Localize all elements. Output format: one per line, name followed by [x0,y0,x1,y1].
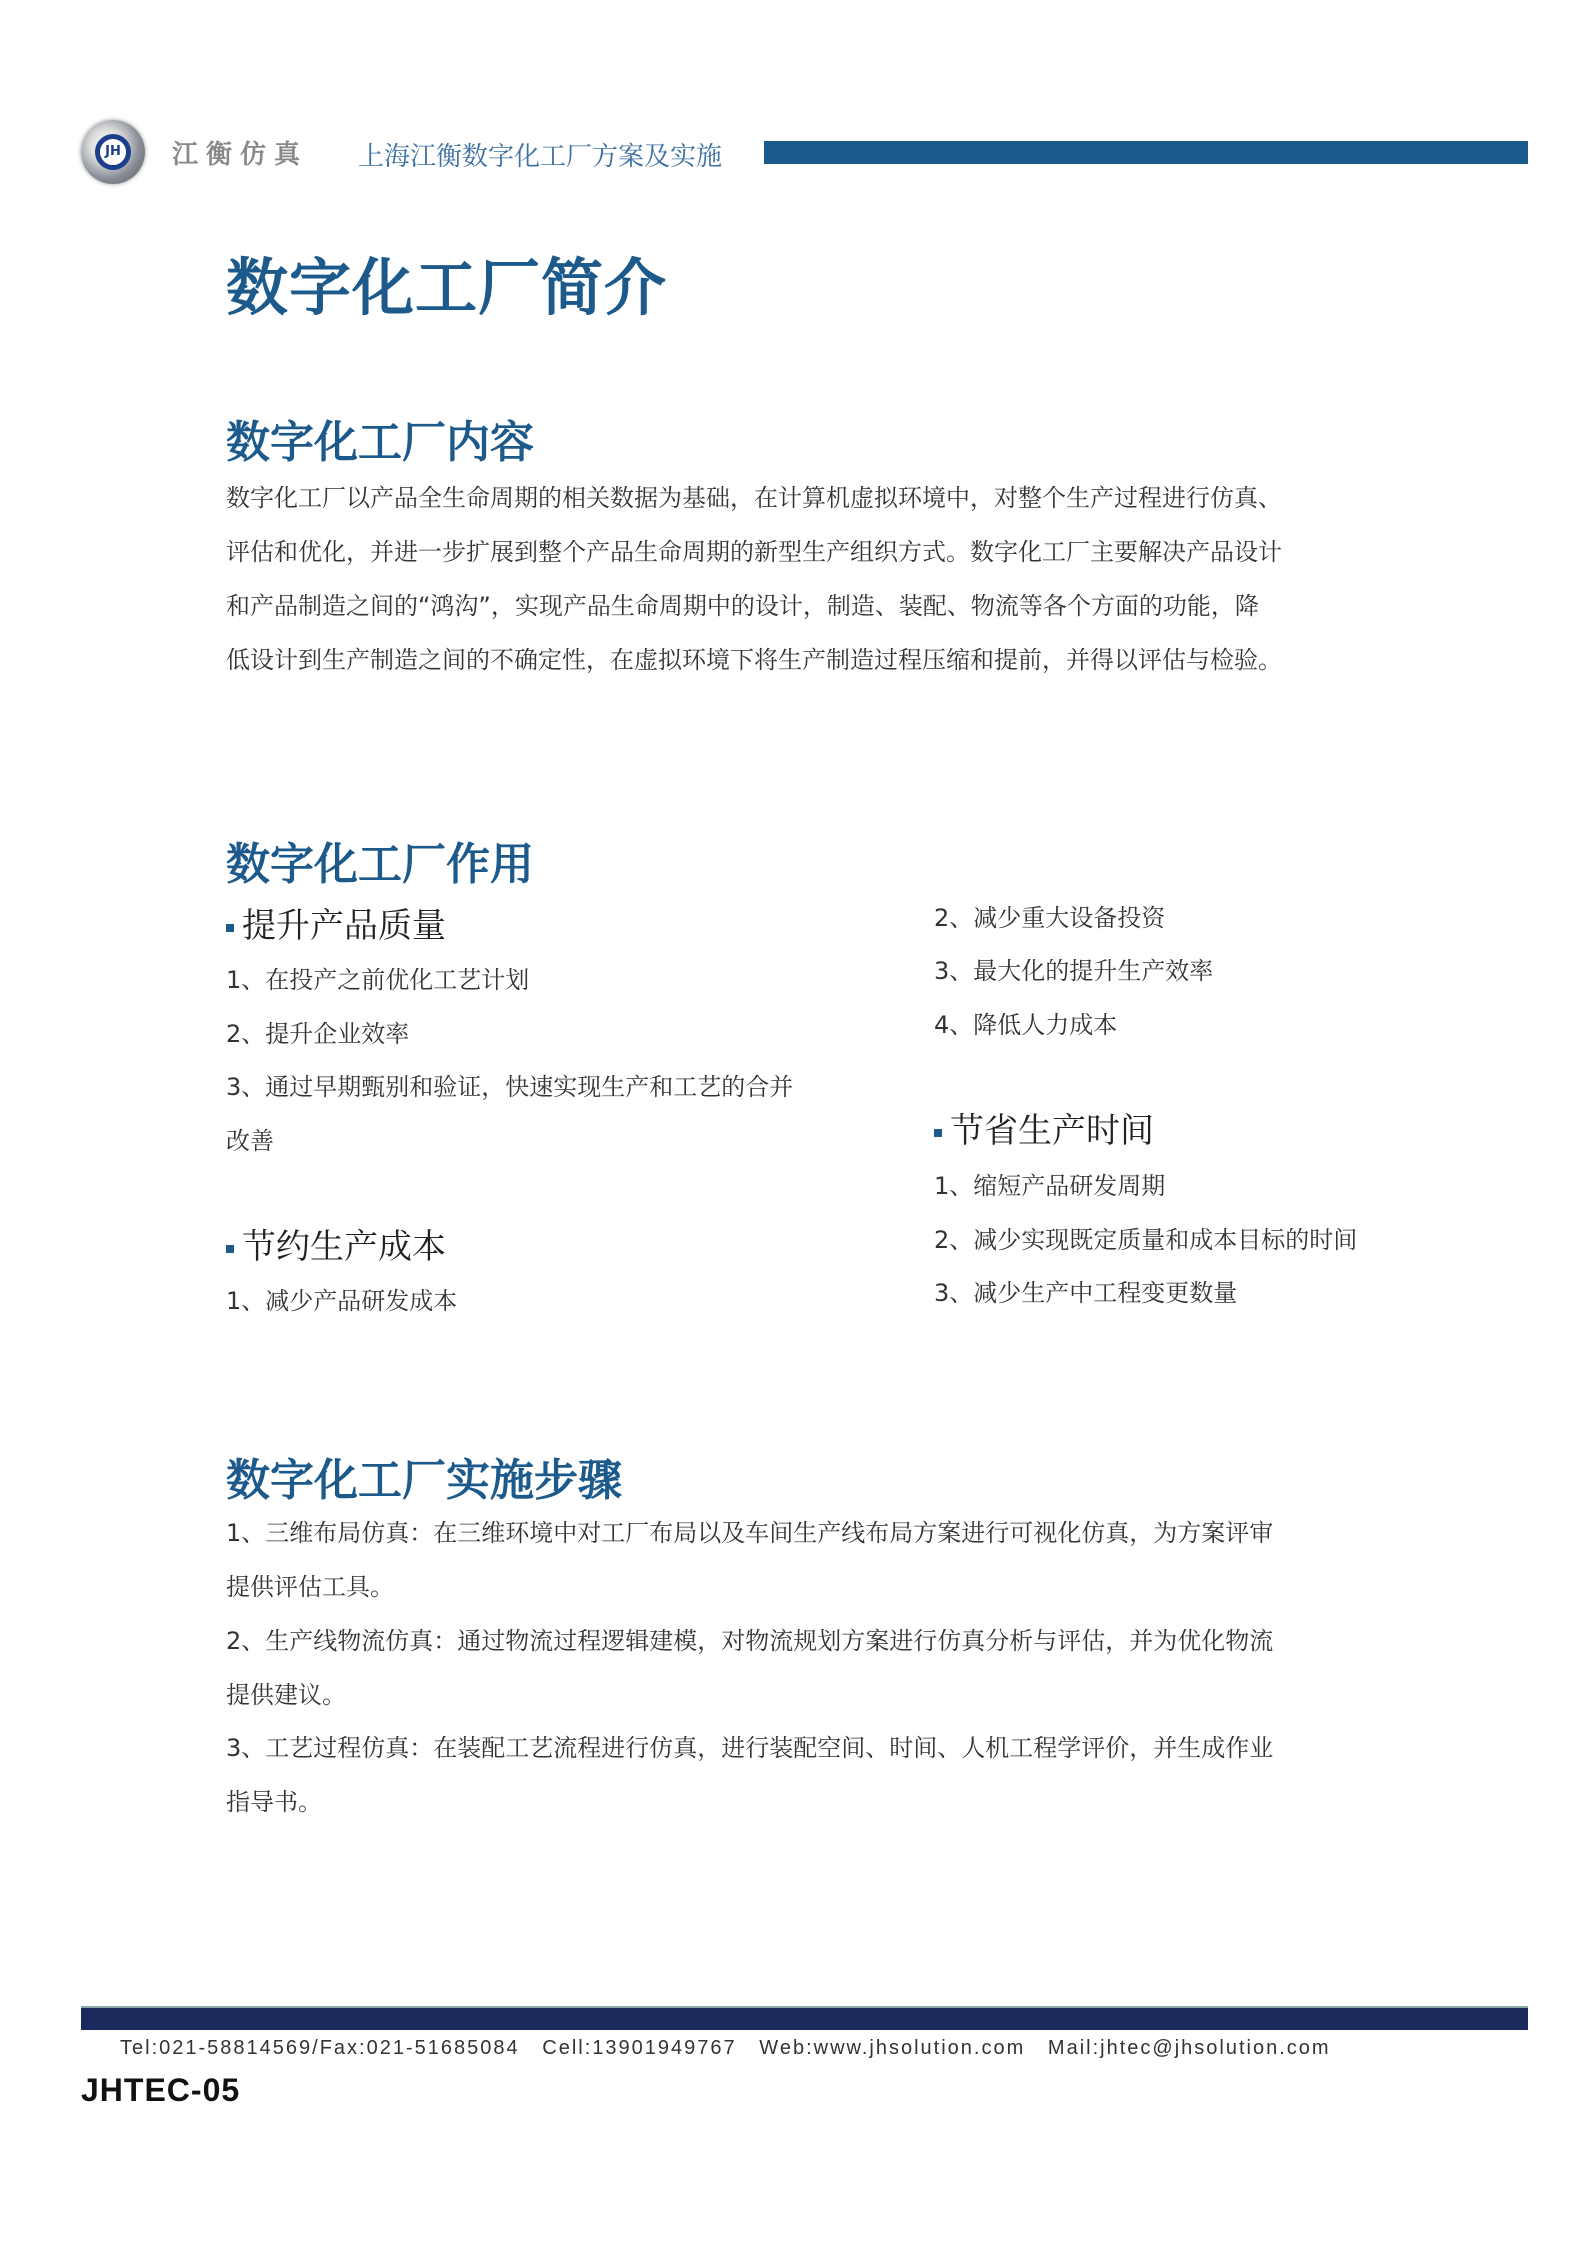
subheading-cost [226,1219,446,1268]
section-heading-content: 数字化工厂内容 [226,417,534,468]
step-line: 提供建议。 [226,1681,346,1709]
bullet-square-icon [226,924,234,932]
list-item: 2、减少重大设备投资 [934,904,1166,932]
list-item: 3、最大化的提升生产效率 [934,957,1214,985]
step-line: 提供评估工具。 [226,1573,394,1601]
paragraph-line: 评估和优化，并进一步扩展到整个产品生命周期的新型生产组织方式。数字化工厂主要解决产品设计 [226,538,1282,566]
list-item: 4、降低人力成本 [934,1011,1118,1039]
bullet-square-icon [934,1129,942,1137]
header-subtitle: 上海江衡数字化工厂方案及实施 [358,142,723,172]
step-line: 指导书。 [226,1788,322,1816]
list-item: 改善 [226,1127,274,1155]
section-heading-steps: 数字化工厂实施步骤 [226,1455,622,1506]
company-logo [81,120,145,184]
list-item: 2、减少实现既定质量和成本目标的时间 [934,1226,1358,1254]
list-item: 3、减少生产中工程变更数量 [934,1279,1238,1307]
step-line: 2、生产线物流仿真：通过物流过程逻辑建模，对物流规划方案进行仿真分析与评估，并为优化物流 [226,1627,1274,1655]
document-code: JHTEC-05 [81,2072,241,2108]
list-item: 1、在投产之前优化工艺计划 [226,966,530,994]
footer-bar [81,2006,1528,2030]
step-line: 1、三维布局仿真：在三维环境中对工厂布局以及车间生产线布局方案进行可视化仿真，为方案评审 [226,1519,1274,1547]
list-item: 2、提升企业效率 [226,1020,410,1048]
brand-name: 江衡仿真 [172,140,309,170]
page-title: 数字化工厂简介 [226,251,668,324]
paragraph-line: 数字化工厂以产品全生命周期的相关数据为基础，在计算机虚拟环境中，对整个生产过程进行仿真、 [226,484,1282,512]
list-item: 1、减少产品研发成本 [226,1287,458,1315]
section-heading-role: 数字化工厂作用 [226,839,534,890]
step-line: 3、工艺过程仿真：在装配工艺流程进行仿真，进行装配空间、时间、人机工程学评价，并生成作业 [226,1734,1274,1762]
list-item: 1、缩短产品研发周期 [934,1172,1166,1200]
paragraph-line: 低设计到生产制造之间的不确定性，在虚拟环境下将生产制造过程压缩和提前，并得以评估与检验。 [226,646,1282,674]
subheading-label: 提升产品质量 [242,906,446,946]
bullet-square-icon [226,1245,234,1253]
subheading-label: 节约生产成本 [242,1227,446,1267]
list-item: 3、通过早期甄别和验证，快速实现生产和工艺的合并 [226,1073,794,1101]
header-divider-bar [764,141,1528,164]
logo-mark: JH [95,134,131,170]
footer-contact: Tel:021-58814569/Fax:021-51685084 Cell:13901949767 Web:www.jhsolution.com Mail:jhtec@jhsolution.com [120,2037,1331,2059]
subheading-quality [226,898,446,947]
subheading-label: 节省生产时间 [950,1111,1154,1151]
subheading-time [934,1103,1154,1152]
paragraph-line: 和产品制造之间的“鸿沟”，实现产品生命周期中的设计，制造、装配、物流等各个方面的功能，降 [226,592,1259,620]
